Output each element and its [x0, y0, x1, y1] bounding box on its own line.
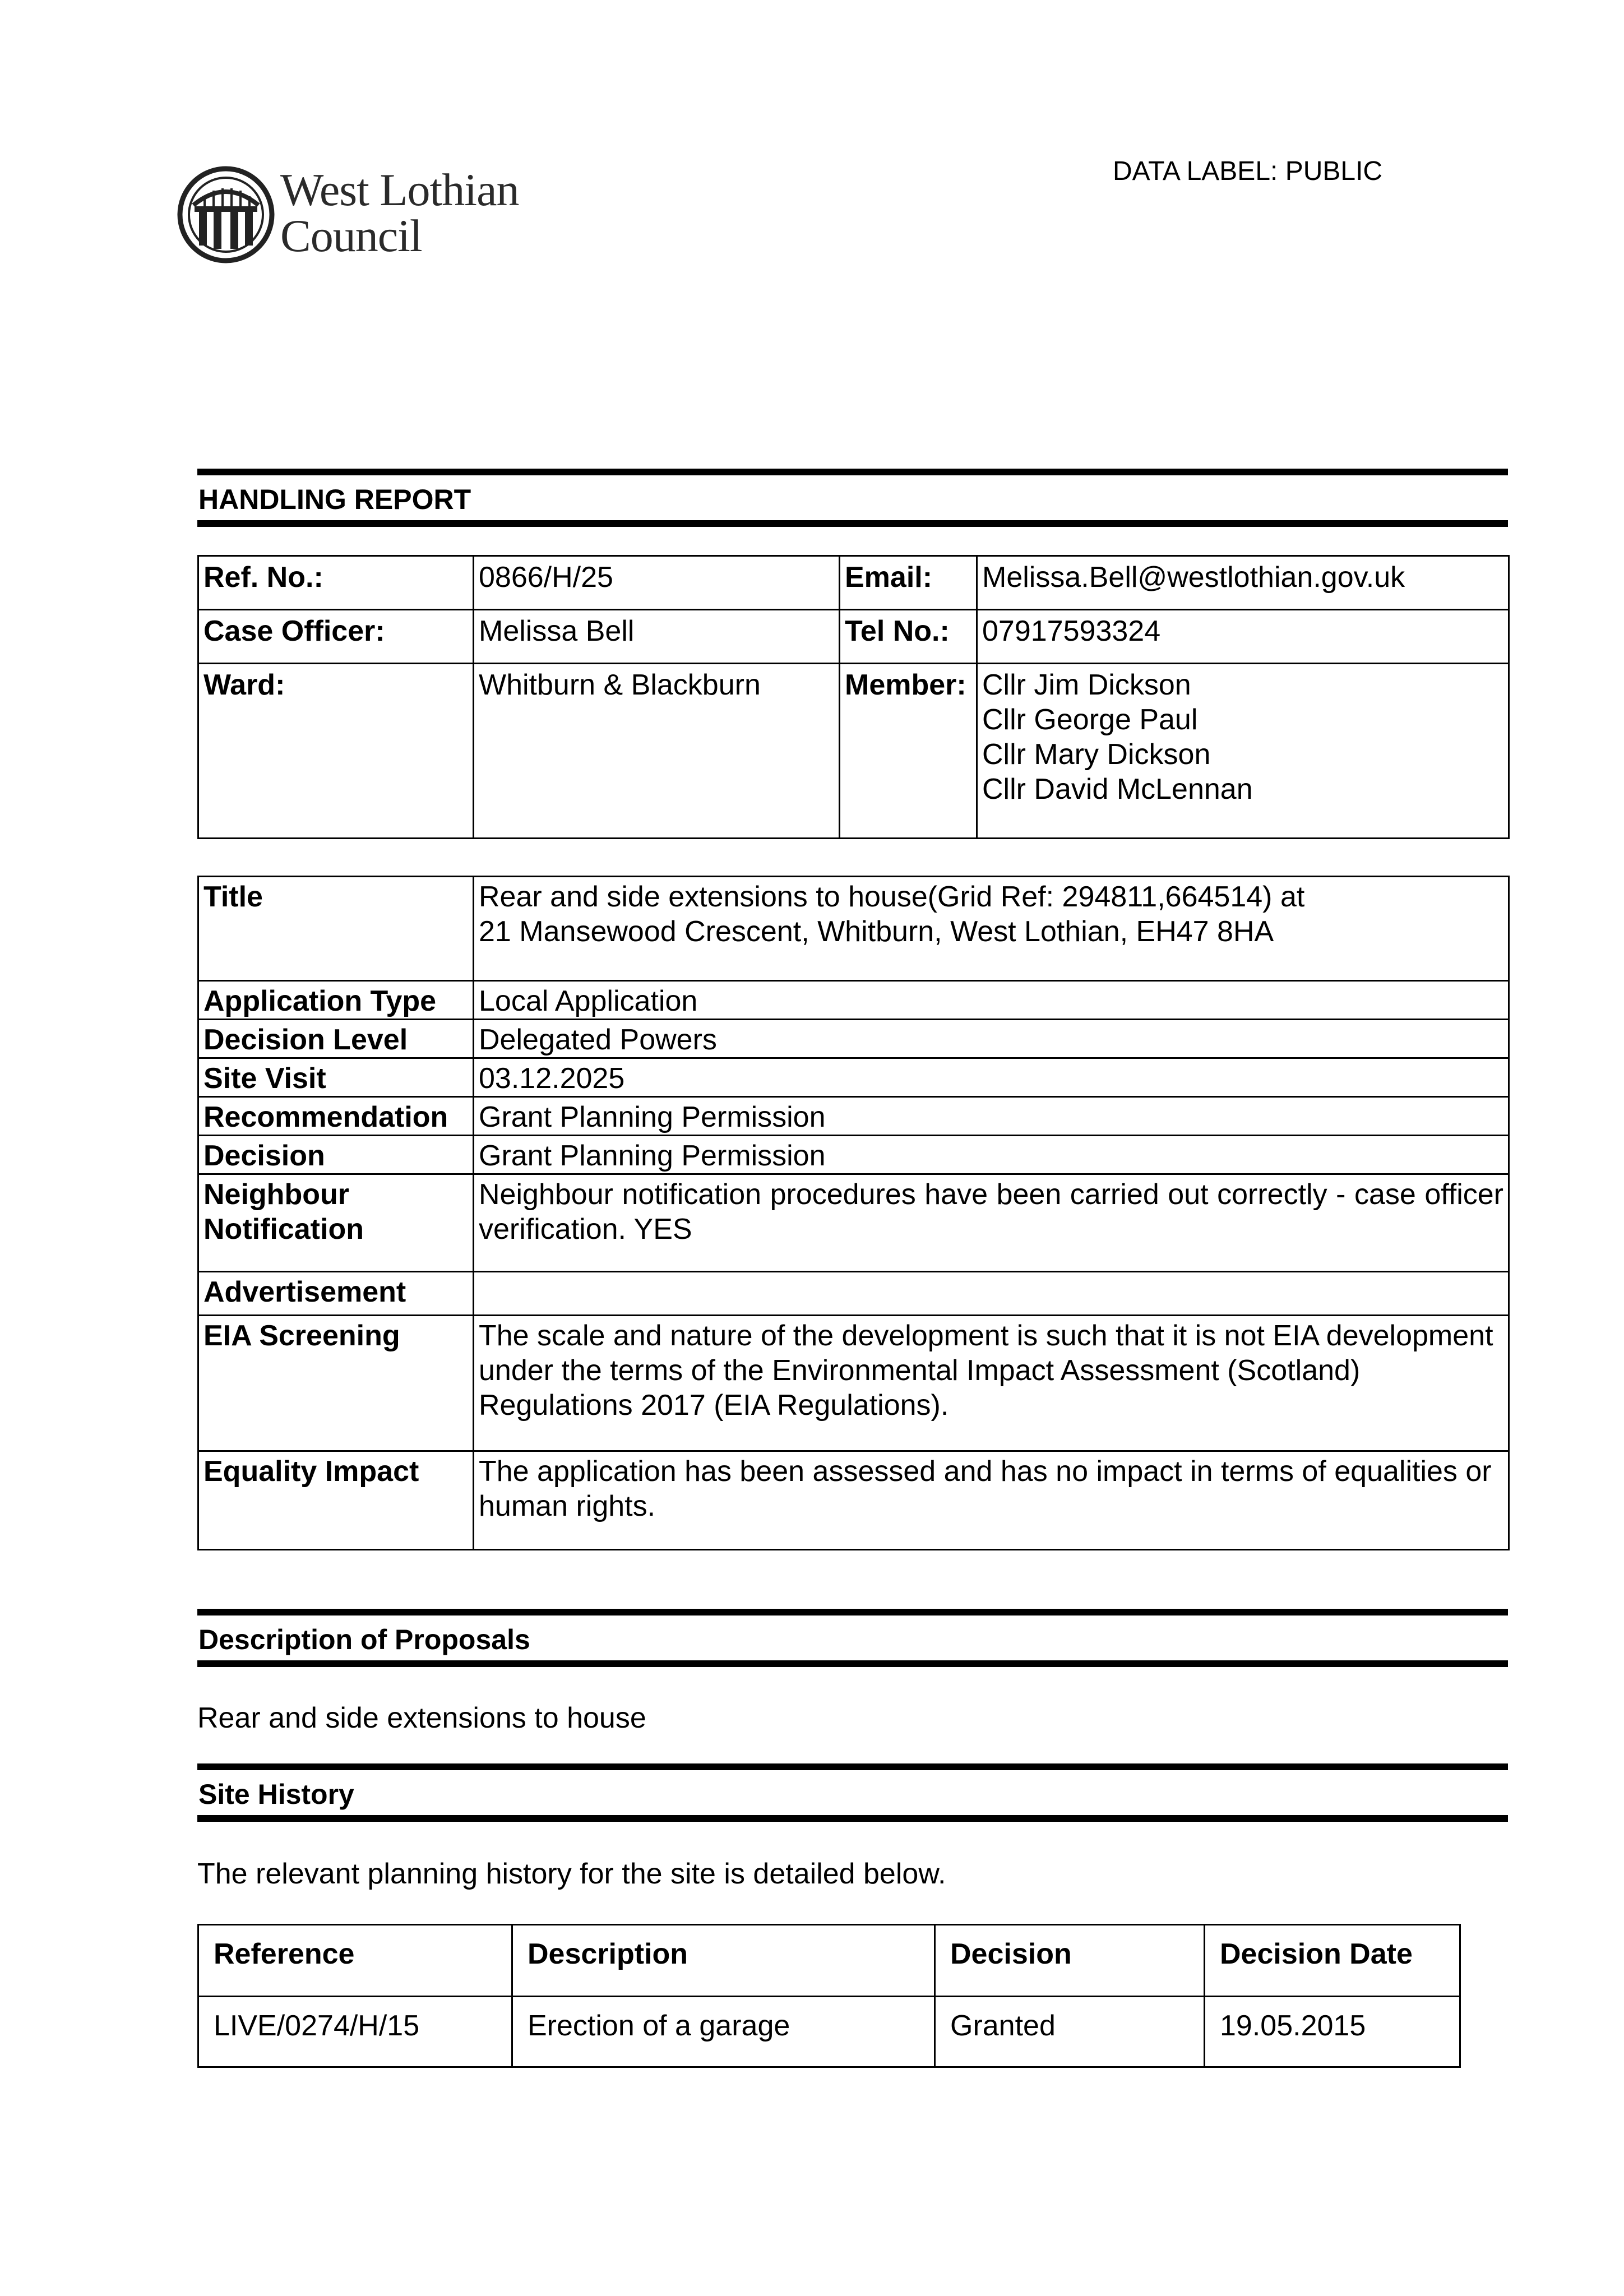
table-row: [198, 1136, 1509, 1174]
table-row: [198, 664, 1509, 839]
table-row: [198, 1316, 1509, 1451]
table-row: [198, 981, 1509, 1020]
member-name: Cllr Jim Dickson: [982, 669, 1191, 701]
heading-rule-top: [197, 469, 1508, 475]
site-history-heading: Site History: [197, 1763, 1508, 1822]
data-label: DATA LABEL: PUBLIC: [1113, 156, 1383, 186]
table-cell: 19.05.2015: [1205, 1997, 1460, 2067]
tel-value: 07917593324: [977, 610, 1509, 664]
decision-label: Decision: [198, 1136, 474, 1174]
proposals-text: Rear and side extensions to house: [197, 1702, 646, 1734]
table-row: [198, 877, 1509, 981]
table-row: [198, 556, 1509, 610]
equality-impact-value: The application has been assessed and has no impact in terms of equalities or human rights.: [474, 1451, 1509, 1550]
table-cell: LIVE/0274/H/15: [198, 1997, 512, 2067]
ward-value: Whitburn & Blackburn: [474, 664, 840, 839]
recommendation-label: Recommendation: [198, 1097, 474, 1136]
recommendation-value: Grant Planning Permission: [474, 1097, 1509, 1136]
application-type-label: Application Type: [198, 981, 474, 1020]
table-row: [198, 610, 1509, 664]
table-row: [198, 1997, 1460, 2067]
heading-rule-bottom: [197, 520, 1508, 527]
bridge-crest-icon: [177, 161, 275, 268]
table-cell: Erection of a garage: [512, 1997, 935, 2067]
members-list: [977, 664, 1509, 839]
column-header: Description: [512, 1925, 935, 1997]
handling-report-heading: [197, 469, 1508, 527]
table-row: [198, 1451, 1509, 1550]
site-history-intro: The relevant planning history for the site is detailed below.: [197, 1858, 946, 1890]
advertisement-label: Advertisement: [198, 1272, 474, 1316]
council-logo: [177, 161, 558, 268]
case-officer-value: Melissa Bell: [474, 610, 840, 664]
member-name: Cllr George Paul: [982, 703, 1198, 736]
table-row: [198, 1058, 1509, 1097]
case-details-table: [197, 555, 1510, 839]
table-cell: Granted: [935, 1997, 1205, 2067]
title-label: Title: [198, 877, 474, 981]
logo-wordmark: West Lothian Council: [280, 164, 519, 261]
member-label: Member:: [840, 664, 977, 839]
email-value[interactable]: Melissa.Bell@westlothian.gov.uk: [977, 556, 1509, 610]
member-name: Cllr David McLennan: [982, 773, 1253, 806]
table-row: [198, 1272, 1509, 1316]
application-details-table: [197, 876, 1510, 1550]
eia-screening-label: EIA Screening: [198, 1316, 474, 1451]
neighbour-notification-value: Neighbour notification procedures have been carried out correctly - case officer verification. YES: [474, 1174, 1509, 1272]
ref-value: 0866/H/25: [474, 556, 840, 610]
decision-value: Grant Planning Permission: [474, 1136, 1509, 1174]
eia-screening-value: The scale and nature of the development is such that it is not EIA development under the terms of the Environmental Impact Assessment (Scotland) Regulations 2017 (EIA Regulations).: [474, 1316, 1509, 1451]
site-visit-label: Site Visit: [198, 1058, 474, 1097]
case-officer-label: Case Officer:: [198, 610, 474, 664]
site-visit-value: 03.12.2025: [474, 1058, 1509, 1097]
ref-label: Ref. No.:: [198, 556, 474, 610]
table-row: [198, 1097, 1509, 1136]
advertisement-value: [474, 1272, 1509, 1316]
ward-label: Ward:: [198, 664, 474, 839]
column-header: Decision: [935, 1925, 1205, 1997]
decision-level-value: Delegated Powers: [474, 1020, 1509, 1058]
column-header: Reference: [198, 1925, 512, 1997]
equality-impact-label: Equality Impact: [198, 1451, 474, 1550]
site-history-table: [197, 1924, 1461, 2068]
neighbour-notification-label: Neighbour Notification: [198, 1174, 474, 1272]
tel-label: Tel No.:: [840, 610, 977, 664]
page-title: HANDLING REPORT: [198, 484, 471, 515]
table-header-row: [198, 1925, 1460, 1997]
table-row: [198, 1020, 1509, 1058]
email-label: Email:: [840, 556, 977, 610]
table-row: [198, 1174, 1509, 1272]
title-value: Rear and side extensions to house(Grid Ref: 294811,664514) at 21 Mansewood Crescent, Whitburn, West Lothian, EH47 8HA: [474, 877, 1509, 981]
decision-level-label: Decision Level: [198, 1020, 474, 1058]
column-header: Decision Date: [1205, 1925, 1460, 1997]
member-name: Cllr Mary Dickson: [982, 738, 1211, 771]
application-type-value: Local Application: [474, 981, 1509, 1020]
description-of-proposals-heading: Description of Proposals: [197, 1609, 1508, 1667]
